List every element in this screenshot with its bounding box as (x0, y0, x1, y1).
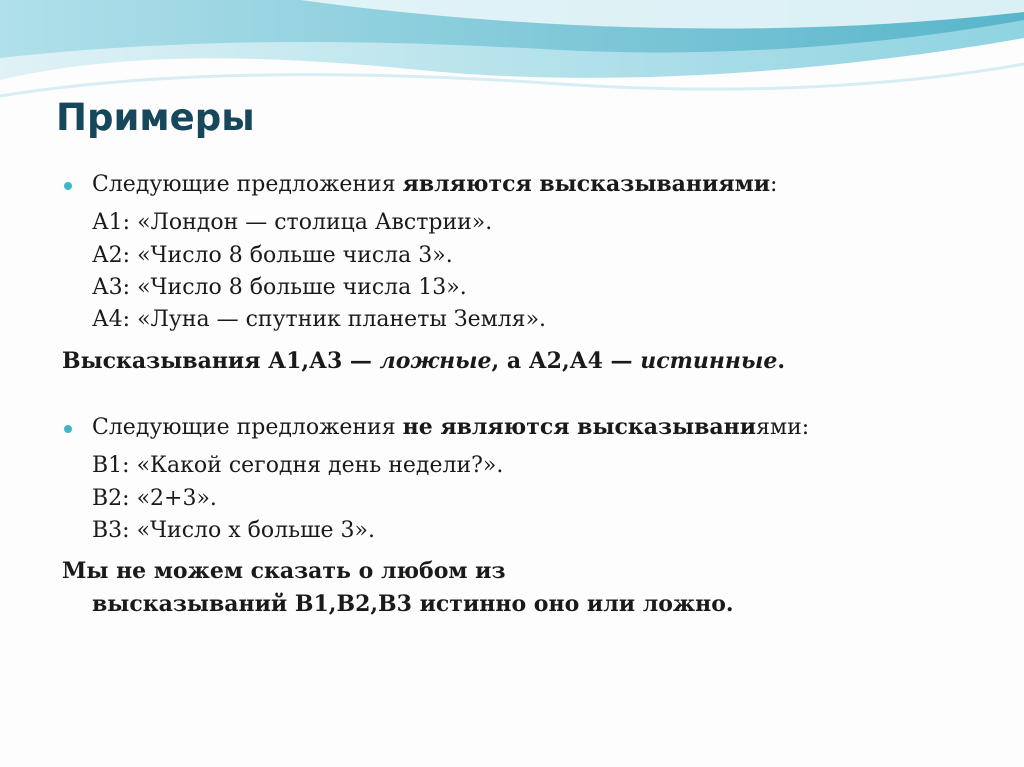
spacer (62, 377, 1002, 411)
list-item: А4: «Луна — спутник планеты Земля». (92, 307, 547, 333)
list-item: А1: «Лондон — столица Австрии». (92, 210, 493, 236)
bullet-icon (64, 182, 72, 190)
section2-conclusion (62, 555, 1002, 620)
list-item: В2: «2+3». (92, 485, 217, 511)
conclusion-true-word: истинные (640, 347, 778, 374)
list-item: В1: «Какой сегодня день недели?». (92, 453, 504, 479)
section2-intro-text: Следующие предложения (92, 414, 403, 440)
section2-intro (62, 411, 1002, 444)
slide-content (62, 168, 1002, 620)
section2-list (62, 450, 1002, 547)
section1-conclusion (62, 345, 1002, 377)
list-item: А3: «Число 8 больше числа 13». (92, 274, 467, 300)
section1-intro-colon: : (770, 172, 778, 197)
section2-intro-bold: не являются высказывани (402, 413, 757, 440)
conclusion-false-word: ложные (379, 347, 492, 374)
section1-intro-text: Следующие предложения (92, 172, 403, 197)
conclusion-text: , а А2,А4 — (491, 347, 641, 374)
section1-intro-bold: являются высказываниями (402, 171, 771, 197)
conclusion-line: высказываний В1,В2,В3 истинно оно или ложно. (92, 590, 734, 617)
conclusion-text: Высказывания А1,А3 — (62, 347, 380, 374)
section1-intro (62, 168, 1002, 201)
conclusion-period: . (777, 347, 785, 374)
section2-intro-suffix: ями: (756, 414, 810, 440)
page-title: Примеры (56, 96, 255, 139)
bullet-icon (64, 425, 72, 433)
conclusion-line: Мы не можем сказать о любом из (62, 558, 506, 585)
section1-list (62, 207, 1002, 336)
list-item: А2: «Число 8 больше числа 3». (92, 242, 453, 268)
list-item: В3: «Число х больше 3». (92, 517, 375, 543)
